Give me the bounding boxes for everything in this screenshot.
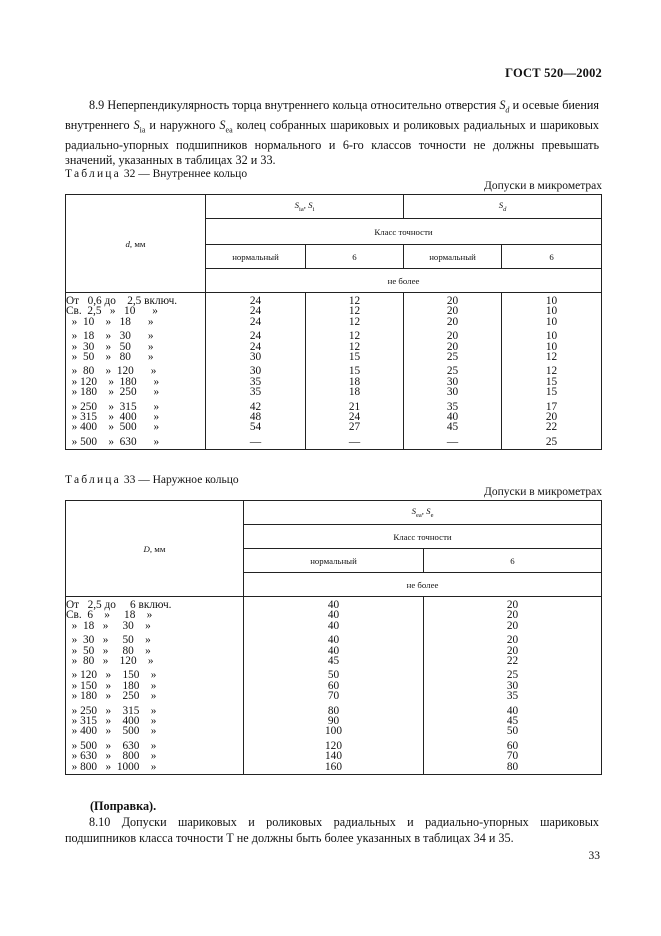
- value-cell: 35: [404, 398, 502, 412]
- range-cell: » 315 » 400 »: [66, 716, 244, 726]
- symbol-sd: S: [499, 98, 506, 112]
- value-cell: 25: [404, 352, 502, 362]
- range-cell: » 50 » 80 »: [66, 646, 244, 656]
- value-cell: 20: [404, 293, 502, 307]
- g3b-sub: e: [430, 511, 434, 519]
- table33: [65, 500, 602, 775]
- value-cell: —: [404, 433, 502, 450]
- value-cell: 15: [502, 377, 602, 387]
- value-cell: 10: [502, 306, 602, 316]
- para-text-2: и осевые биения внутреннего: [65, 98, 599, 132]
- value-cell: 24: [206, 306, 306, 316]
- table-row: [66, 621, 602, 631]
- range-cell: » 180 » 250 »: [66, 691, 244, 701]
- range-cell: » 500 » 630 »: [66, 433, 206, 450]
- table33-not-more: не более: [244, 573, 602, 597]
- table32-header-d-sym: d: [125, 238, 130, 249]
- table32-caption-word: Таблица: [65, 168, 121, 180]
- value-cell: 24: [206, 342, 306, 352]
- table-row: [66, 631, 602, 645]
- table-row: [66, 656, 602, 666]
- table-row: [66, 433, 602, 450]
- para-text-4: колец собранных шариковых и роликовых радиальных и шариковых радиально-упорных подшипников нормального и 6-го классов точности не должны превышать значений, указанных в таблицах 32 и 33.: [65, 117, 599, 168]
- value-cell: 35: [424, 691, 602, 701]
- range-cell: » 80 » 120 »: [66, 362, 206, 376]
- g2a-sub: d: [503, 205, 507, 213]
- table33-class-label: Класс точности: [244, 525, 602, 549]
- table32-class-2: 6: [306, 245, 404, 269]
- range-cell: » 400 » 500 »: [66, 726, 244, 736]
- range-cell: » 630 » 800 »: [66, 751, 244, 761]
- para-text-3: и наружного: [145, 117, 220, 132]
- value-cell: 24: [206, 317, 306, 327]
- g3a-sub: ea: [415, 511, 422, 519]
- value-cell: 12: [502, 362, 602, 376]
- value-cell: 25: [502, 433, 602, 450]
- table32-class-3: нормальный: [404, 245, 502, 269]
- table33-header-d-sym: D: [143, 543, 150, 554]
- table33-class-2: 6: [424, 549, 602, 573]
- value-cell: 24: [306, 412, 404, 422]
- table-row: [66, 398, 602, 412]
- value-cell: 40: [244, 631, 424, 645]
- paragraph-8-10-text: 8.10 Допуски шариковых и роликовых радиальных и радиально-упорных шариковых подшипников класса точности Т не должны быть более указанных в таблицах 34 и 35.: [65, 815, 599, 845]
- table32-caption-rest: 32 — Внутреннее кольцо: [123, 168, 248, 180]
- table32-header-d: [66, 195, 206, 293]
- value-cell: 12: [306, 342, 404, 352]
- value-cell: 20: [424, 646, 602, 656]
- table-row: [66, 293, 602, 307]
- g1a: S: [294, 200, 300, 211]
- value-cell: 40: [244, 621, 424, 631]
- value-cell: 20: [424, 610, 602, 620]
- value-cell: 12: [306, 327, 404, 341]
- value-cell: 80: [424, 762, 602, 775]
- value-cell: 70: [244, 691, 424, 701]
- range-cell: Св. 2,5 » 10 »: [66, 306, 206, 316]
- table-row: [66, 362, 602, 376]
- paragraph-8-10: [65, 815, 599, 846]
- value-cell: 45: [404, 422, 502, 432]
- table32-header-sia-si: [206, 195, 404, 219]
- table33-caption-word: Таблица: [65, 474, 121, 486]
- value-cell: 20: [404, 317, 502, 327]
- table-row: [66, 737, 602, 751]
- table32-caption: [65, 168, 247, 180]
- g3a: S: [411, 506, 416, 517]
- range-cell: » 800 » 1000 »: [66, 762, 244, 775]
- value-cell: 15: [306, 362, 404, 376]
- table33-caption-rest: 33 — Наружное кольцо: [123, 474, 239, 486]
- value-cell: 10: [502, 327, 602, 341]
- table32-not-more: не более: [206, 269, 602, 293]
- table33-header-sea-se: [244, 501, 602, 525]
- table32-class-4: 6: [502, 245, 602, 269]
- table-row: [66, 422, 602, 432]
- table33-tolerance-note: Допуски в микрометрах: [484, 486, 602, 498]
- page-number: 33: [588, 850, 600, 862]
- range-cell: » 120 » 180 »: [66, 377, 206, 387]
- table-row: [66, 597, 602, 611]
- range-cell: » 80 » 120 »: [66, 656, 244, 666]
- value-cell: 120: [244, 737, 424, 751]
- table-row: [66, 666, 602, 680]
- value-cell: 10: [502, 317, 602, 327]
- symbol-sea: S: [219, 117, 226, 132]
- value-cell: 18: [306, 387, 404, 397]
- table-row: [66, 702, 602, 716]
- range-cell: » 18 » 30 »: [66, 621, 244, 631]
- table32-tolerance-note: Допуски в микрометрах: [484, 180, 602, 192]
- range-cell: » 400 » 500 »: [66, 422, 206, 432]
- range-cell: » 250 » 315 »: [66, 702, 244, 716]
- value-cell: 45: [244, 656, 424, 666]
- range-cell: От 0,6 до 2,5 включ.: [66, 293, 206, 307]
- value-cell: 35: [206, 387, 306, 397]
- range-cell: » 18 » 30 »: [66, 327, 206, 341]
- g3-sep: ,: [421, 506, 427, 517]
- g3b: S: [426, 506, 431, 517]
- value-cell: —: [206, 433, 306, 450]
- value-cell: 40: [424, 702, 602, 716]
- value-cell: 40: [244, 646, 424, 656]
- value-cell: 20: [424, 631, 602, 645]
- value-cell: 20: [404, 306, 502, 316]
- range-cell: » 120 » 150 »: [66, 666, 244, 680]
- table-row: [66, 387, 602, 397]
- range-cell: » 180 » 250 »: [66, 387, 206, 397]
- range-cell: » 50 » 80 »: [66, 352, 206, 362]
- table-row: [66, 352, 602, 362]
- value-cell: 90: [244, 716, 424, 726]
- document-header: ГОСТ 520—2002: [505, 66, 602, 80]
- value-cell: 70: [424, 751, 602, 761]
- table-row: [66, 317, 602, 327]
- value-cell: 25: [424, 666, 602, 680]
- range-cell: » 30 » 50 »: [66, 342, 206, 352]
- table33-caption: [65, 474, 239, 486]
- g1b-sub: i: [312, 205, 315, 213]
- range-cell: » 315 » 400 »: [66, 412, 206, 422]
- value-cell: 42: [206, 398, 306, 412]
- value-cell: 40: [244, 597, 424, 611]
- value-cell: 54: [206, 422, 306, 432]
- table-row: [66, 691, 602, 701]
- value-cell: 24: [206, 327, 306, 341]
- table33-header-d: [66, 501, 244, 597]
- g2a: S: [498, 200, 504, 211]
- symbol-sia-sub: ia: [139, 125, 146, 135]
- value-cell: 12: [306, 293, 404, 307]
- value-cell: 27: [306, 422, 404, 432]
- paragraph-8-9: [65, 98, 599, 169]
- value-cell: 40: [244, 610, 424, 620]
- value-cell: 22: [502, 422, 602, 432]
- value-cell: 140: [244, 751, 424, 761]
- value-cell: 12: [502, 352, 602, 362]
- value-cell: 20: [502, 412, 602, 422]
- range-cell: » 10 » 18 »: [66, 317, 206, 327]
- table32: [65, 194, 602, 450]
- value-cell: 20: [404, 327, 502, 341]
- value-cell: 35: [206, 377, 306, 387]
- range-cell: От 2,5 до 6 включ.: [66, 597, 244, 611]
- range-cell: » 250 » 315 »: [66, 398, 206, 412]
- amendment-note: (Поправка).: [90, 799, 157, 813]
- table32-class-1: нормальный: [206, 245, 306, 269]
- range-cell: » 150 » 180 »: [66, 681, 244, 691]
- symbol-sd-sub: d: [505, 105, 510, 115]
- table33-class-1: нормальный: [244, 549, 424, 573]
- value-cell: 30: [404, 377, 502, 387]
- symbol-sia: S: [133, 117, 140, 132]
- value-cell: 45: [424, 716, 602, 726]
- table33-header-d-unit: , мм: [149, 543, 166, 554]
- value-cell: —: [306, 433, 404, 450]
- value-cell: 20: [424, 597, 602, 611]
- value-cell: 18: [306, 377, 404, 387]
- value-cell: 12: [306, 306, 404, 316]
- para-text-1: 8.9 Неперпендикулярность торца внутреннего кольца относительно отверстия: [89, 98, 500, 112]
- value-cell: 17: [502, 398, 602, 412]
- value-cell: 20: [404, 342, 502, 352]
- value-cell: 30: [424, 681, 602, 691]
- value-cell: 22: [424, 656, 602, 666]
- table32-header-d-unit: , мм: [129, 238, 146, 249]
- value-cell: 30: [206, 362, 306, 376]
- value-cell: 40: [404, 412, 502, 422]
- g1b: S: [308, 200, 313, 211]
- value-cell: 60: [244, 681, 424, 691]
- symbol-sea-sub: ea: [225, 125, 233, 135]
- value-cell: 21: [306, 398, 404, 412]
- range-cell: » 500 » 630 »: [66, 737, 244, 751]
- value-cell: 48: [206, 412, 306, 422]
- value-cell: 10: [502, 293, 602, 307]
- value-cell: 30: [404, 387, 502, 397]
- table32-header-sd: [404, 195, 602, 219]
- value-cell: 50: [424, 726, 602, 736]
- g1-sep: ,: [303, 200, 309, 211]
- value-cell: 12: [306, 317, 404, 327]
- range-cell: » 30 » 50 »: [66, 631, 244, 645]
- value-cell: 50: [244, 666, 424, 680]
- value-cell: 60: [424, 737, 602, 751]
- table-row: [66, 327, 602, 341]
- table-row: [66, 762, 602, 775]
- value-cell: 160: [244, 762, 424, 775]
- value-cell: 100: [244, 726, 424, 736]
- g1a-sub: ia: [299, 205, 304, 213]
- value-cell: 10: [502, 342, 602, 352]
- range-cell: Св. 6 » 18 »: [66, 610, 244, 620]
- table-row: [66, 726, 602, 736]
- value-cell: 20: [424, 621, 602, 631]
- value-cell: 15: [502, 387, 602, 397]
- value-cell: 30: [206, 352, 306, 362]
- value-cell: 25: [404, 362, 502, 376]
- value-cell: 24: [206, 293, 306, 307]
- value-cell: 80: [244, 702, 424, 716]
- table32-class-label: Класс точности: [206, 219, 602, 245]
- value-cell: 15: [306, 352, 404, 362]
